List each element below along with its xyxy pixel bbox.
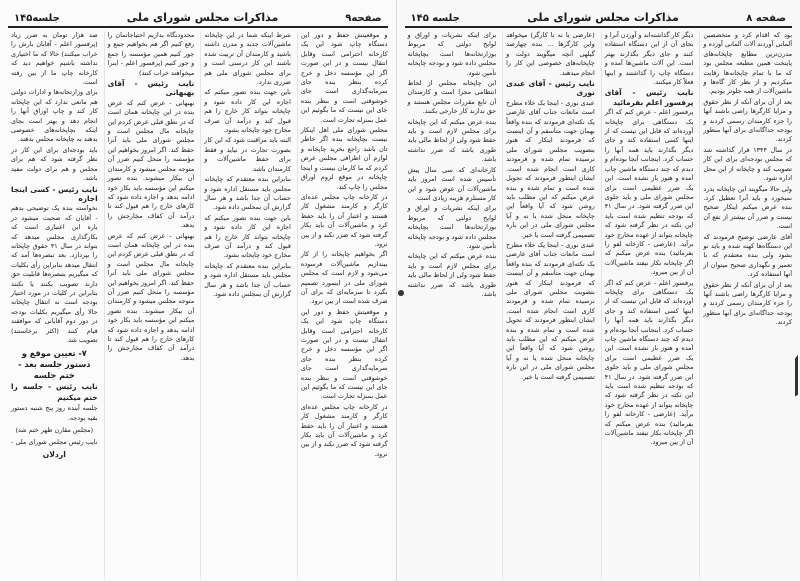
scan-artifact-mark [780, 355, 798, 405]
speech-text: پرفسور اعلم - عرض کنم که اگر یک دستگاهی برای چاپخانه آورده‌اند که قابل این نیست که از اینها کسی استفاده کند و جای دیگر بگذارند باید همه آنها را حساب کرد. اینجانب آنجا بوده‌ام و دیدم که چند دستگاه ماشین چاپ آمده و هنوز باز نشده است. این یک ضرر عظیمی است برای مجلس شورای ملی و باید جلوی این ضرر گرفته شود. در سال ۴۱ که بودجه تنظیم شده است باید این نکته در نظر گرفته شود که چاپخانه بتواند از عهده مخارج خود برآید. (عارضی - کارخانه لفو را بفرمائید) بنده عرض میکنم که اگر چاپخانه بکار نیفتد ماشین‌آلات آن از بین میرود. [604, 108, 694, 277]
page-number: صفحه ۸ [746, 13, 786, 24]
speaker-heading: نایب رئیس - آقای عبدی نوری [506, 79, 595, 98]
paragraph: محدودنگاه بداریم احتیاجاتمان را رفع کنیم اگر هم بخواهیم جمع و جور کنیم همین مؤسسه را جمع و جور کنیم (پرفسور اعلم - اینرا میخواهند خراب کنند) [107, 31, 195, 77]
paragraph: صد هزار تومان به ضرر زیاد (پرفسور اعلم - آقایان بارش را خراب میکنند) حالا که ما اختیاری نداشته باشیم خواهیم دید که کارخانه چاپ ما از بین رفته است. [11, 31, 98, 87]
paragraph: مجلس شورای ملی اهل اینکار نیست بچاپخانه بنده اگر خاطر تان باشد راجع بخرید چاپخانه و لوازم آن اطرافی مجلس عرض کردم که ما کارمان نیست و اینجا چاپخانه در موقع لزوم اوراق مجلس را چاپ کند. [300, 126, 388, 191]
paragraph: در سال ۱۳۴۴ قرار گذاشته شد که مجلس بودجه‌ای برای این کار تصویب کند و چاپخانه از این محل اداره شود. [703, 145, 792, 183]
speech-text: جلسه آینده روز پنج شنبه دستور بقیه بودجه. [11, 404, 98, 422]
speaker-heading: نایب رئیس - آقای پرفسور اعلم بفرمائید [604, 88, 694, 107]
text-column [297, 31, 388, 579]
paragraph: دیگر کار گذاشته‌اند و آوردن آنرا و بجای آن از این دستگاه استفاده کنند و جای دیگر بگذارند بهتر است. این آلات ماشین‌ها آمده و دستگاه چاپ را گذاشتند و اینها فعلاً کار میکنند. [604, 31, 694, 87]
text-column [601, 31, 694, 579]
paragraph: برای اینکه نشریات و اوراق و لوایح دولتی که مربوط بوزارتخانه‌ها است بچاپخانه مجلس داده شود و بودجه چاپخانه تأمین شود. [407, 31, 497, 77]
paragraph: کارخانه‌ای که سی سال پیش تأسیس شده است امروز باید ماشین‌آلات آن عوض شود و این کار مستلزم هزینه زیادی است. [407, 165, 497, 202]
publication-title: مذاکرات مجلس شورای ملی [126, 11, 279, 24]
paragraph: ولی حالا میگویند این چاپخانه بدرد نمیخورد و باید آنرا تعطیل کرد. بنده عرض میکنم اینکار صحیح نیست و ضرر آن بیشتر از نفع آن است. [703, 184, 792, 231]
signature-name: اردلان [42, 449, 66, 459]
paragraph: باین جهت بنده تصور میکنم که اجازه این کار داده شود و چاپخانه بتواند کار خارج را هم قبول کند و درآمد آن صرف مخارج خود چاپخانه بشود. [204, 88, 291, 135]
paragraph: و موقعیتش حفظ و دور این دستگاه چاپ شود این یک کارخانه احترامی است وقابل انتقال نیست و در این صورت اگر این مؤسسه دخل و خرج کرده بنظر بنده جای سرمایه‌گذاری است جای خوشوقتی است و بنظر بنده جای این نیست که ما بگوئیم این عمل بمنزله تجارت است. [300, 307, 388, 401]
paragraph: در کارخانه چاپ مجلس عده‌ای کارگر و کارمند مشغول کار هستند و اعتبار آن را باید حفظ کرد و ماشین‌آلات آن باید بکار گرفته شود که ضرر نکند و از بین نرود. [300, 192, 388, 248]
left-page-header [8, 6, 388, 28]
speech-text: نخواسته بنده یک توضیحی بدهم - آقایان که صحبت میشود در باره ابن اعتباری است که بکارگذاری مجلس میدهد که بتواند در سال ۴۱ حقوق چاپخانه را بپردازد. بعد تبصره‌ها آمد که انتقال میدهد بنابراین رأی بکلیات که میگیریم بتبصره‌ها قابلیت حق دارند تصویب بکنند یا نکنند بنابراین در کلیات در مورد اختیار بودجه است نه انتقال چاپخانه حالا رأی میگیریم بکلیات بودجه در دور دوم آقایانی که موافقند قیام کنند (اکثر برخاستند) تصویب شد. [11, 204, 98, 344]
right-page [397, 0, 800, 581]
paragraph: بنده عرض میکنم که این چاپخانه برای مجلس لازم است و باید حفظ شود ولی از لحاظ مالی باید طوری باشد که ضرر نداشته باشد. [407, 252, 497, 298]
paragraph: آقای عارضی توضیح فرمودند که این دستگاه‌ها کهنه شده و باید نو بشود ولی بنده معتقدم که با تعمیر و نگهداری صحیح میتوان از آنها استفاده کرد. [703, 232, 792, 279]
page-number: صفحه۹ [345, 13, 382, 24]
speaker-heading: نایب رئیس - کسی اینجا اجازه [11, 184, 98, 203]
paragraph: بنابراین بنده معتقدم که چاپخانه مجلس باید مستقل اداره شود و حساب آن جدا باشد و هر سال گزارش آن بمجلس داده شود. [204, 261, 291, 298]
right-page-columns [405, 31, 793, 579]
paragraph: بود که اقدام کرد و متخصصین آلمانی آوردند آلات آلمانی آورده و مدرن‌ترین مطابع چاپخانه‌های پایتخت همین مطبعه مجلس بود که ما با تمام چاپخانه‌ها رقابت میکردیم و از نظر کار گاه‌ها و ماشین‌آلات از همه جلوتر بودیم. [703, 31, 792, 96]
speech-text: بهبهانی - عرض کنم که عرض بنده در این چاپخانه همان است که در نطق قبلی عرض کردم این چاپخانه مال مجلس است و مجلس شورای ملی باید آنرا حفظ کند. اگر امروز بخواهیم این مؤسسه را منحل کنیم ضرر آن متوجه مجلس میشود و کارمندان آن بیکار میشوند. بنده تصور میکنم این مؤسسه باید بکار خود ادامه بدهد و اجازه داده شود که کارهای خارج را هم قبول کند تا درآمد آن کفاف مخارجش را بدهد. [107, 231, 195, 362]
paragraph: بعد از آن برای آنکه از نظر حقوق و مزایا کارگرها راضی باشند آنها را جزء کارمندان رسمی کردند و بودجه جداگانه‌ای برای آنها منظور کردند. [703, 280, 792, 327]
paragraph: برای اینکه نشریات و اوراق و لوایح دولتی که مربوط بوزارتخانه‌ها است بچاپخانه مجلس داده شود و بودجه چاپخانه تأمین شود. [407, 204, 497, 250]
speaker-heading: نایب رئیس - جلسه را ختم میکنیم [11, 382, 98, 402]
paragraph: بنابراین بنده معتقدم که چاپخانه مجلس باید مستقل اداره شود و حساب آن جدا باشد و هر سال گزارش آن بمجلس داده شود. [204, 175, 291, 212]
section-heading: ۷- تعیین موقع و دستور جلسه بعد - ختم جلسه [18, 348, 91, 381]
text-column [502, 31, 595, 579]
paragraph: (عارضی یا نه تا کارگر) میخواهد واین کارگرها ... بنده چهارصد گیلهی آنچه میگویند دولت و چاپخانه‌های خصوصی این کار را انجام میدهند. [506, 31, 595, 77]
text-column [405, 31, 497, 579]
speech-text: عبدی نوری - اینجا یک خلاء مطرح است مانعات جناب آقای عارضی یک نکته‌ای فرمودند که بنده واقعاً بهمان جهت متأسفم و آن اینست که فرمودند اینکار که هنوز بتصویب مجلس شورای ملی نرسیده تمام شده و فرمودند کاری است انجام شده است. ایشان اینطور فرمودند که تحویل شده است و تمام شده و بنده عرض میکنم که این مطلب باید روشن شود که آیا واقعاً این چاپخانه منحل شده یا نه و آیا مجلس شورای ملی در این باره تصمیمی گرفته است یا خیر. [506, 240, 595, 381]
paragraph: باید بودجه‌ای برای این کار در نظر گرفته شود که هم برای مجلس و هم برای دولت مفید باشد. [11, 145, 98, 183]
adjournment-note: (مجلس مقارن ظهر ختم شد) [15, 426, 94, 435]
speech-text: بهبهانی - عرض کنم که عرض بنده در این چاپخانه همان است که در نطق قبلی عرض کردم این چاپخانه مال مجلس است و مجلس شورای ملی باید آنرا حفظ کند. اگر امروز بخواهیم این مؤسسه را منحل کنیم ضرر آن متوجه مجلس میشود و کارمندان آن بیکار میشوند. بنده تصور میکنم این مؤسسه باید بکار خود ادامه بدهد و اجازه داده شود که کارهای خارج را هم قبول کند تا درآمد آن کفاف مخارجش را بدهد. [107, 98, 195, 230]
fold-dot-mark [398, 290, 404, 296]
speech-text: پرفسور اعلم - عرض کنم که اگر یک دستگاهی برای چاپخانه آورده‌اند که قابل این نیست که از اینها کسی استفاده کند و جای دیگر بگذارند باید همه آنها را حساب کرد. اینجانب آنجا بوده‌ام و دیدم که چند دستگاه ماشین چاپ آمده و هنوز باز نشده است. این یک ضرر عظیمی است برای مجلس شورای ملی و باید جلوی این ضرر گرفته شود. در سال ۴۱ که بودجه تنظیم شده است باید این نکته در نظر گرفته شود که چاپخانه بتواند از عهده مخارج خود برآید. (عارضی - کارخانه لفو را بفرمائید) بنده عرض میکنم که اگر چاپخانه بکار نیفتد ماشین‌آلات آن از بین میرود. [604, 278, 694, 447]
paragraph: البته باید مراقبت شود که این کار بصورت تجارت در نیاید و فقط برای حفظ ماشین‌آلات و کارمندان باشد. [204, 136, 291, 173]
paragraph: شرط اینکه شما در این چاپخانه ماشین‌آلات جدید و مدرن داشته باشید و کارمندان آن تربیت شده باشند این کار درستی است و برای مجلس شورای ملی هم ضرری ندارد. [204, 31, 291, 87]
paragraph: این چاپخانه مجلس از لحاظ انتظامی مجزا است و کارمندان آن تابع مقررات مجلس هستند و حق ندارند کار خارجی بکنند. [407, 79, 497, 116]
publication-title: مذاکرات مجلس شورای ملی [527, 11, 679, 24]
text-column [200, 31, 291, 579]
speaker-heading: نایب رئیس - آقای بهبهانی [107, 79, 195, 98]
paragraph: بعد از آن برای آنکه از نظر حقوق و مزایا کارگرها راضی باشند آنها را جزء کارمندان رسمی کردند و بودجه جداگانه‌ای برای آنها منظور کردند. [703, 97, 792, 144]
left-page [0, 0, 396, 581]
paragraph: در کارخانه چاپ مجلس عده‌ای کارگر و کارمند مشغول کار هستند و اعتبار آن را باید حفظ کرد و ماشین‌آلات آن باید بکار گرفته شود که ضرر نکند و از بین نرود. [300, 402, 388, 458]
paragraph: و موقعیتش حفظ و دور این دستگاه چاپ شود این یک کارخانه احترامی است وقابل انتقال نیست و در این صورت اگر این مؤسسه دخل و خرج کرده بنظر بنده جای سرمایه‌گذاری است جای خوشوقتی است و بنظر بنده جای این نیست که ما بگوئیم این عمل بمنزله تجارت است. [300, 31, 388, 124]
text-column [8, 31, 98, 579]
paragraph: بنده عرض میکنم که این چاپخانه برای مجلس لازم است و باید حفظ شود ولی از لحاظ مالی باید طوری باشد که ضرر نداشته باشد. [407, 117, 497, 164]
signature-title: نایب رئیس مجلس شورای ملی - [11, 438, 98, 447]
session-number: جلسه ۱۴۵ [410, 13, 460, 24]
speech-text: عبدی نوری - اینجا یک خلاء مطرح است مانعات جناب آقای عارضی یک نکته‌ای فرمودند که بنده واقعاً بهمان جهت متأسفم و آن اینست که فرمودند اینکار که هنوز بتصویب مجلس شورای ملی نرسیده تمام شده و فرمودند کاری است انجام شده است. ایشان اینطور فرمودند که تحویل شده است و تمام شده و بنده عرض میکنم که این مطلب باید روشن شود که آیا واقعاً این چاپخانه منحل شده یا نه و آیا مجلس شورای ملی در این باره تصمیمی گرفته است یا خیر. [506, 98, 595, 239]
left-page-columns [8, 31, 388, 579]
text-column [104, 31, 195, 579]
paragraph: برای وزارتخانه‌ها و ادارات دولتی هم مانعی ندارد که این چاپخانه کار کند و چاپ اوراق آنها را انجام دهد و بهتر است بجای اینکه بچاپخانه‌های خصوصی بدهند به چاپخانه مجلس بدهند. [11, 88, 98, 144]
right-page-header [405, 6, 793, 28]
paragraph: باین جهت بنده تصور میکنم که اجازه این کار داده شود و چاپخانه بتواند کار خارج را هم قبول کند و درآمد آن صرف مخارج خود چاپخانه بشود. [204, 213, 291, 260]
session-number: جلسه۱۴۵ [14, 13, 60, 24]
paragraph: اگر بخواهیم چاپخانه را از کار بیندازیم ماشین‌آلات فرسوده می‌شود و لازم است که مجلس شورای ملی در اینمورد تصمیم بگیرد تا سرمایه‌ای که برای آن صرف شده است از بین نرود. [300, 250, 388, 306]
text-column [699, 31, 792, 579]
